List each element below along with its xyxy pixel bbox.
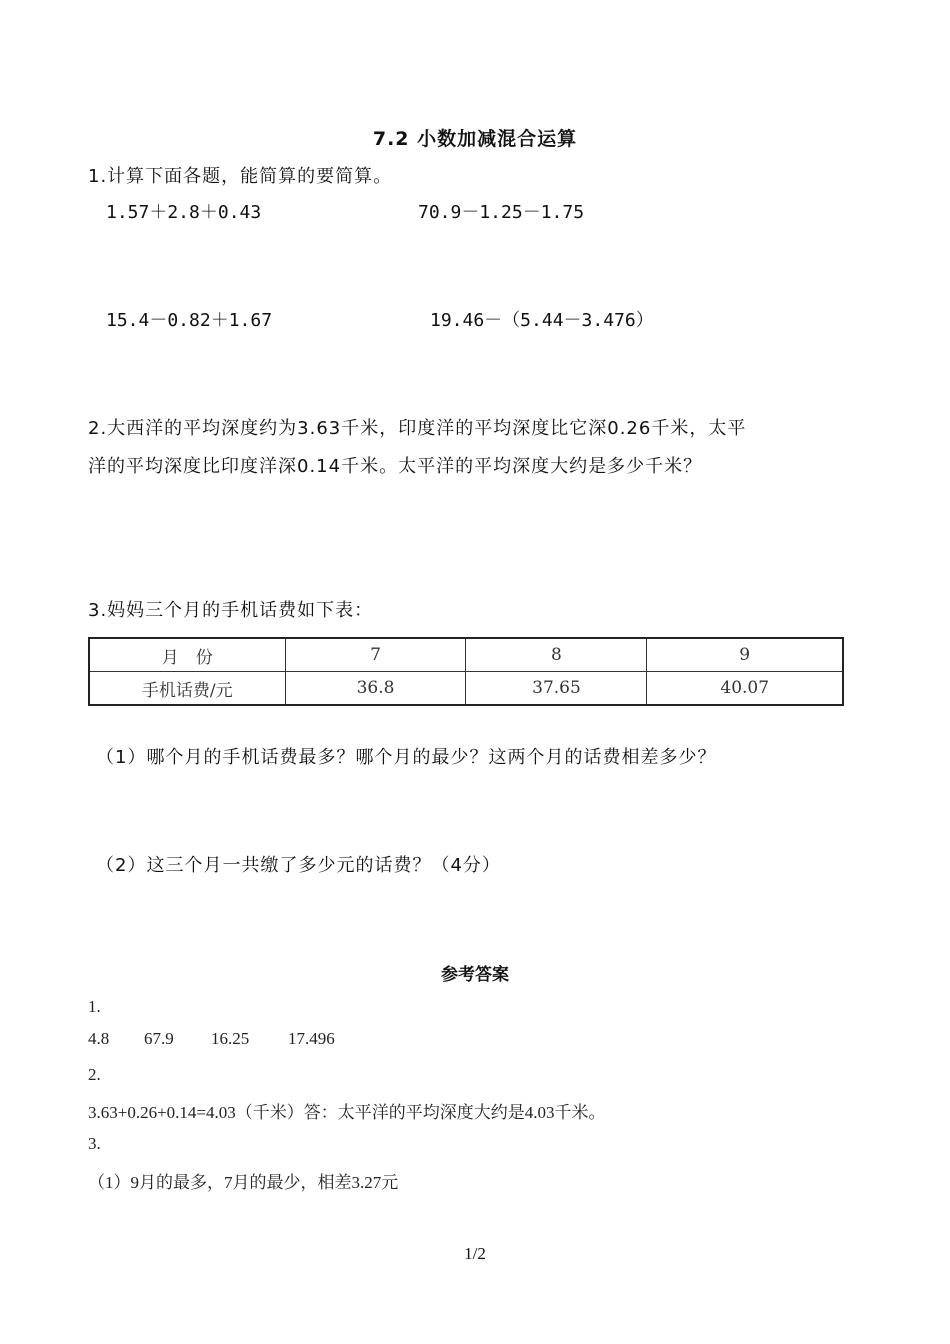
question-1-heading: 1.计算下面各题，能简算的要简算。 bbox=[88, 166, 393, 187]
question-2-line-2: 洋的平均深度比印度洋深0.14千米。太平洋的平均深度大约是多少千米？ bbox=[88, 456, 703, 477]
page-title: 7.2 小数加减混合运算 bbox=[372, 128, 578, 150]
table-cell: 37.65 bbox=[466, 672, 647, 706]
page-number: 1/2 bbox=[464, 1244, 486, 1263]
answer-2-label: 2. bbox=[88, 1065, 101, 1084]
answer-1-value: 16.25 bbox=[211, 1029, 250, 1048]
question-3-sub-1: （1）哪个月的手机话费最多？哪个月的最少？这两个月的话费相差多少？ bbox=[96, 747, 717, 768]
table-cell: 8 bbox=[466, 638, 647, 672]
answer-2-text: 3.63+0.26+0.14=4.03（千米）答：太平洋的平均深度大约是4.03千米。 bbox=[88, 1103, 606, 1122]
table-cell: 9 bbox=[647, 638, 843, 672]
table-cell: 7 bbox=[285, 638, 466, 672]
expression-2: 70.9－1.25－1.75 bbox=[418, 202, 585, 223]
question-3-heading: 3.妈妈三个月的手机话费如下表： bbox=[88, 600, 374, 621]
phone-bill-table bbox=[88, 637, 844, 706]
answer-1-value: 67.9 bbox=[144, 1029, 174, 1048]
expression-3: 15.4－0.82＋1.67 bbox=[106, 310, 273, 331]
answers-title: 参考答案 bbox=[441, 965, 509, 985]
table-cell: 40.07 bbox=[647, 672, 843, 706]
table-cell: 36.8 bbox=[285, 672, 466, 706]
table-row bbox=[89, 638, 843, 672]
expression-4: 19.46－（5.44－3.476） bbox=[430, 310, 654, 331]
question-3-sub-2: （2）这三个月一共缴了多少元的话费？（4分） bbox=[96, 855, 501, 876]
question-2-line-1: 2.大西洋的平均深度约为3.63千米，印度洋的平均深度比它深0.26千米，太平 bbox=[88, 418, 747, 439]
table-row bbox=[89, 672, 843, 706]
answer-3-text: （1）9月的最多，7月的最少，相差3.27元 bbox=[88, 1173, 399, 1192]
answer-3-label: 3. bbox=[88, 1134, 101, 1153]
answer-1-value: 17.496 bbox=[288, 1029, 335, 1048]
answer-1-value: 4.8 bbox=[88, 1029, 110, 1048]
answer-1-label: 1. bbox=[88, 997, 101, 1016]
expression-1: 1.57＋2.8＋0.43 bbox=[106, 202, 262, 223]
table-header-cell: 手机话费/元 bbox=[89, 672, 285, 706]
table-header-cell: 月 份 bbox=[89, 638, 285, 672]
